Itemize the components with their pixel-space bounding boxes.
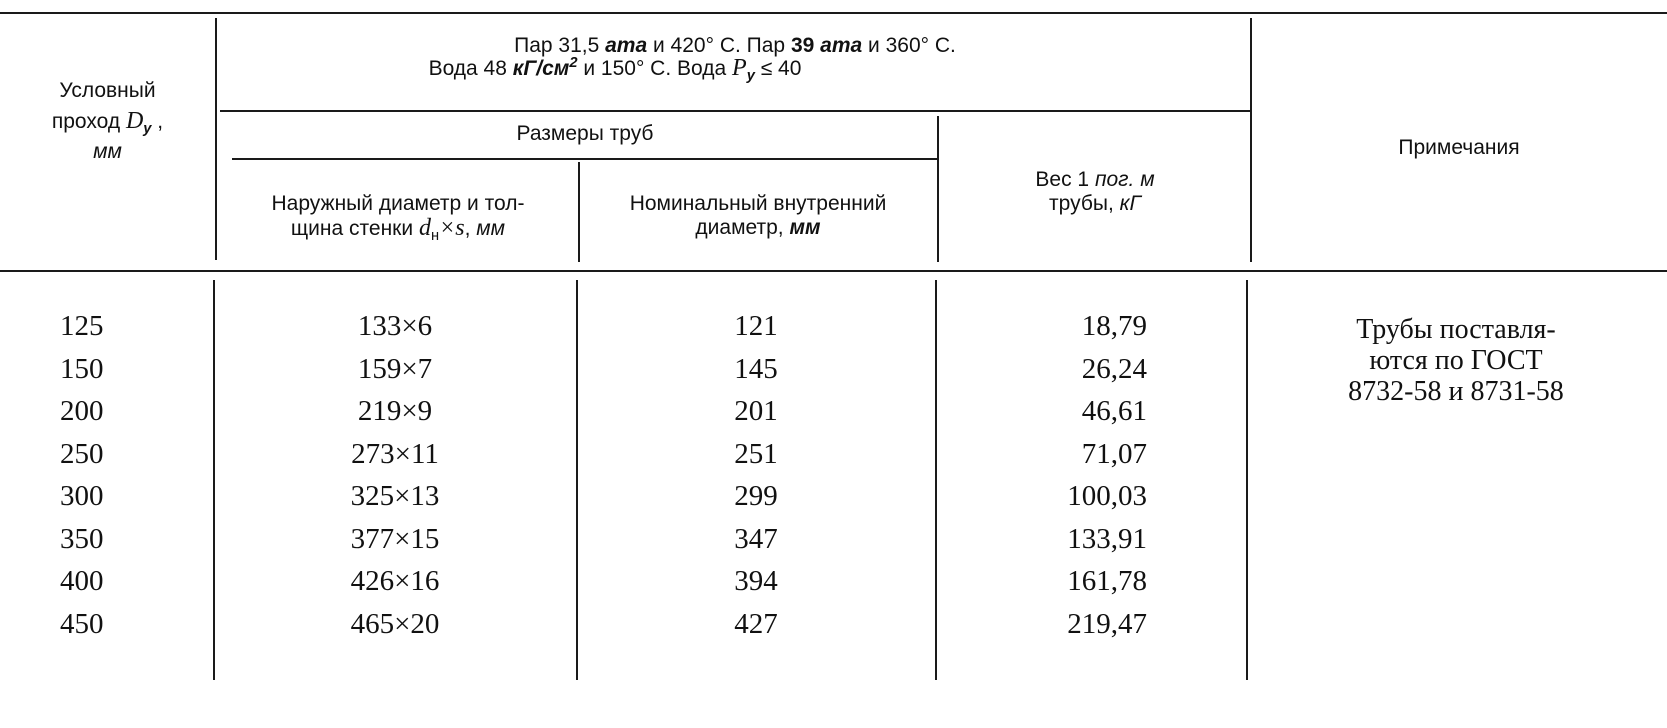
cell-weight: 133,91 (1067, 522, 1147, 555)
header-notes: Примечания (1398, 136, 1520, 159)
cell-weight: 161,78 (1067, 565, 1147, 597)
table-top-rule (0, 12, 1667, 14)
cell-conditional-passage: 300 (60, 480, 104, 512)
cell-conditional-passage: 400 (60, 565, 104, 597)
column-outer-diameter (215, 305, 575, 645)
cell-conditional-passage: 200 (60, 395, 104, 427)
cell-outer-diameter: 465×20 (350, 607, 440, 640)
cell-outer-diameter: 133×6 (357, 310, 433, 342)
cell-conditional-passage: 125 (60, 310, 104, 342)
cell-outer-diameter: 273×11 (351, 437, 439, 470)
cell-weight: 219,47 (1067, 607, 1147, 640)
cell-inner-diameter: 394 (734, 565, 778, 597)
header-inner-diameter: Номинальный внутренний диаметр, мм (629, 192, 887, 239)
header-outer-diameter: Наружный диаметр и тол- щина стенки $d_н\times s$, мм (271, 192, 525, 245)
cell-inner-diameter: 201 (734, 395, 778, 427)
header-conditional-passage: Условный проход $D_у$ , мм (51, 79, 164, 163)
conditions-rule (220, 110, 1252, 112)
col-divider-1-header (215, 18, 217, 260)
cell-outer-diameter: 159×7 (357, 352, 433, 385)
cell-weight: 100,03 (1067, 480, 1147, 512)
cell-outer-diameter: 377×15 (350, 522, 440, 555)
header-bottom-rule (0, 270, 1667, 272)
cell-inner-diameter: 299 (734, 480, 778, 512)
cell-conditional-passage: 250 (60, 437, 104, 470)
pipe-dimensions-rule (232, 158, 938, 160)
cell-outer-diameter: 219×9 (357, 395, 433, 427)
header-pipe-dimensions: Размеры труб (516, 122, 654, 145)
column-conditional-passage (60, 305, 200, 645)
col-divider-4-header (1250, 18, 1252, 262)
cell-conditional-passage: 350 (60, 522, 104, 555)
cell-conditional-passage: 150 (60, 352, 104, 385)
cell-inner-diameter: 347 (734, 522, 778, 555)
cell-inner-diameter: 251 (734, 437, 778, 470)
cell-conditional-passage: 450 (60, 607, 104, 640)
cell-outer-diameter: 325×13 (350, 480, 440, 512)
cell-weight: 18,79 (1081, 310, 1147, 342)
notes-cell: Трубы поставля- ются по ГОСТ 8732-58 и 8731-58 (1348, 314, 1564, 407)
cell-weight: 71,07 (1081, 437, 1147, 470)
cell-inner-diameter: 427 (734, 607, 778, 640)
header-conditions: Пар 31,5 ата и 420° С. Пар 39 ата и 360° С. Вода 48 $кГ/см^2$ и 150° С. Вода $P_у \le 40$ (428, 34, 956, 85)
cell-outer-diameter: 426×16 (350, 565, 440, 597)
col-divider-4-body (1246, 280, 1248, 680)
cell-inner-diameter: 145 (734, 352, 778, 385)
column-inner-diameter (578, 305, 934, 645)
column-weight (937, 305, 1147, 645)
header-weight: Вес 1 пог. м трубы, кГ (1035, 168, 1155, 215)
cell-weight: 46,61 (1081, 395, 1147, 427)
cell-weight: 26,24 (1081, 352, 1147, 385)
cell-inner-diameter: 121 (734, 310, 778, 342)
col-divider-2-header (578, 162, 580, 262)
